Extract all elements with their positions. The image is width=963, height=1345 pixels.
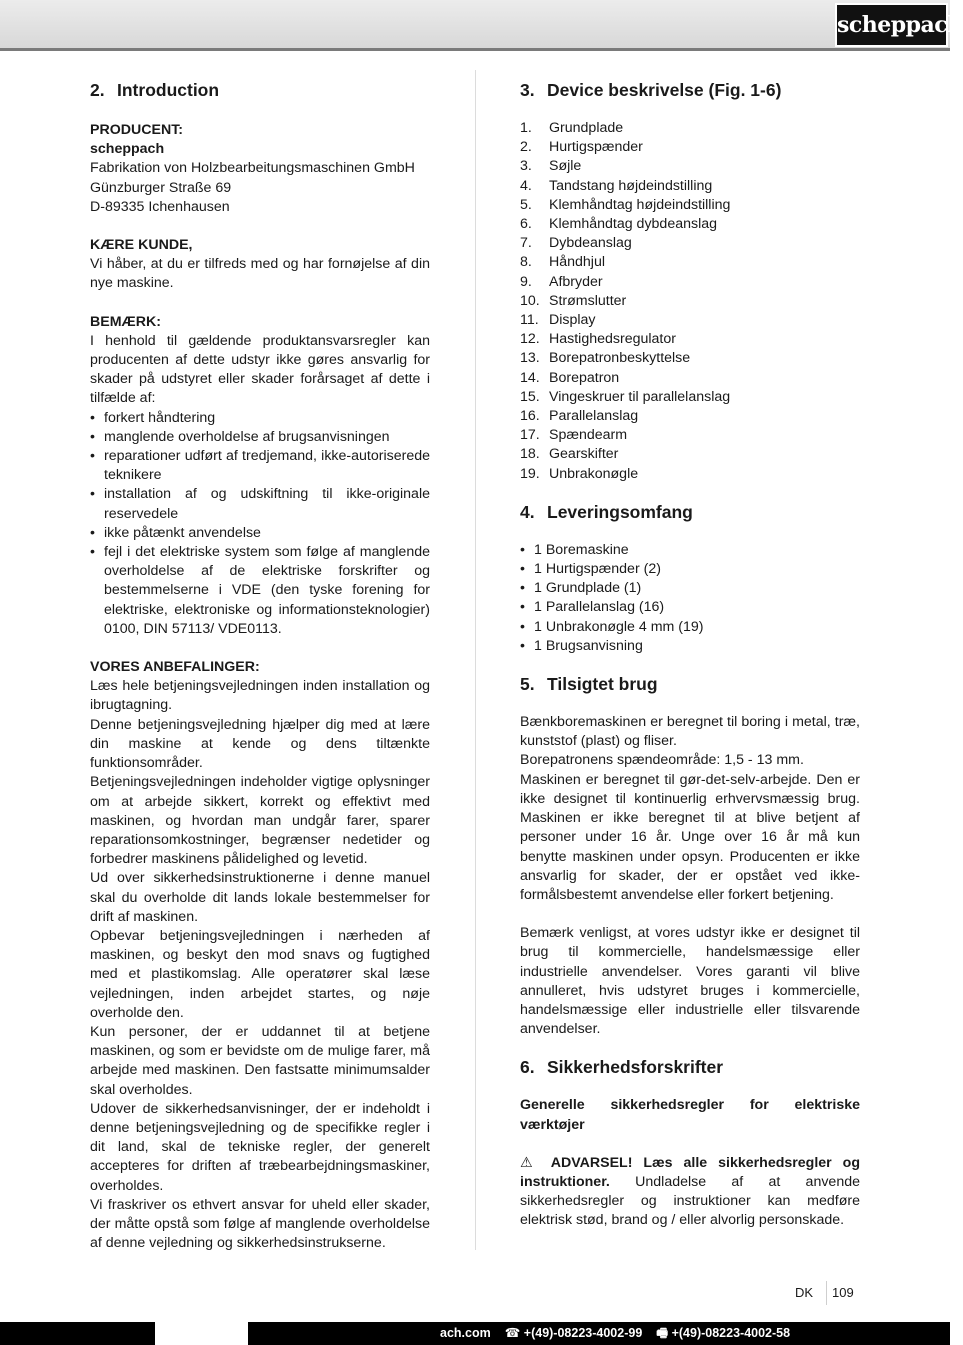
list-item: 11. Display — [520, 312, 596, 329]
list-item: 19. Unbrakonøgle — [520, 465, 639, 482]
list-item: 17. Spændearm — [520, 427, 628, 444]
section-heading-device — [520, 78, 860, 102]
contact-info — [440, 1325, 790, 1341]
section-number: 4. — [520, 501, 535, 522]
delivery-item: • 1 Brugsanvisning — [520, 637, 860, 656]
note-text: I henhold til gældende produktansvarsregler kan producenten af dette udstyr ikke gøres ansvarlig for skader på udstyret eller skader forårsaget af dette i tilfælde af: — [90, 332, 430, 407]
section-title: Introduction — [117, 80, 220, 100]
section-number: 5. — [520, 674, 535, 695]
list-item: 5. Klemhåndtag højdeindstilling — [520, 196, 731, 213]
section-number: 6. — [520, 1057, 535, 1078]
intended-use-paragraph: Maskinen er beregnet til gør-det-selv-arbejde. Den er ikke designet til kontinuerlig erhvervsmæssig brug. Maskinen er ikke beregnet til at blive betjent af personer under 16 år. Unge over 16 år må kun benytte maskinen under opsyn. Producenten er ikke ansvarlig for skader, der er opstået ved ikke-formålsbestemt anvendelse eller forkert betjening. — [520, 771, 860, 903]
section-heading-intended-use — [520, 672, 860, 696]
intended-use-paragraph: Bemærk venligst, at vores udstyr ikke er designet til brug til kommercielle, handelsmæssige eller industrielle anvendelser. Vores garanti vil blive annulleret, hvis udstyret bruges i kommercielle, handelsmæssige eller industrielle eller tilsvarende anvendelser. — [520, 925, 860, 1038]
warning-icon: ⚠ — [520, 1154, 540, 1171]
list-item: 8. Håndhjul — [520, 254, 606, 271]
recommendation-paragraph: Læs hele betjeningsvejledningen inden installation og ibrugtagning. — [90, 678, 430, 714]
recommendation-paragraph: Udover de sikkerhedsanvisninger, der er indeholdt i denne betjeningsvejledning og de specifikke regler i dit land, skal de tekniske regler, der generelt accepteres for driften af træbearbejdningsmaskiner, overholdes. — [90, 1100, 430, 1194]
list-item: 6. Klemhåndtag dybdeanslag — [520, 216, 718, 233]
website-text: ach.com — [440, 1326, 491, 1340]
list-item: 14. Borepatron — [520, 369, 620, 386]
recommendation-paragraph: Betjeningsvejledningen indeholder vigtige oplysninger om at arbejde sikkert, korrekt og effektivt med maskinen, og hvordan man undgår farer, sparer reparationsomkostninger, begrænser nedetider og forbedrer maskinens pålidelighed og levetid. — [90, 774, 430, 868]
scheppach-logo: scheppach — [835, 3, 948, 47]
safety-warning — [520, 1154, 860, 1231]
list-item: 12. Hastighedsregulator — [520, 331, 676, 348]
delivery-item: • 1 Unbrakonøgle 4 mm (19) — [520, 618, 860, 637]
producer-label: PRODUCENT: — [90, 122, 184, 138]
column-divider — [475, 70, 476, 1250]
recommendations-label: VORES ANBEFALINGER: — [90, 659, 260, 676]
fax-number: +(49)-08223-4002-58 — [671, 1326, 791, 1340]
list-item: 1. Grundplade — [520, 120, 624, 136]
intended-use-paragraph: Bænkboremaskinen er beregnet til boring i metal, træ, kunststof (plast) og fliser. — [520, 714, 860, 750]
section-title: Sikkerhedsforskrifter — [547, 1057, 724, 1078]
producer-line: Günzburger Straße 69 — [90, 179, 232, 196]
producer-line: Fabrikation von Holzbearbeitungsmaschinen GmbH — [90, 160, 415, 177]
list-item: 18. Gearskifter — [520, 446, 619, 463]
intended-use-paragraph: Borepatronens spændeområde: 1,5 - 13 mm. — [520, 752, 804, 769]
warning-bold-text: ADVARSEL! Læs alle sikkerhedsregler og instruktioner. — [520, 1154, 860, 1190]
note-bullet: • installation af og udskiftning til ikke-originale reservedele — [90, 485, 430, 523]
section-heading-delivery — [520, 500, 860, 524]
fax-icon: 🖷 — [656, 1326, 669, 1340]
device-parts-list — [520, 119, 860, 484]
dear-customer-label: KÆRE KUNDE, — [90, 237, 193, 254]
delivery-item: • 1 Parallelanslag (16) — [520, 598, 860, 617]
producer-name: scheppach — [90, 141, 165, 158]
producer-line: D-89335 Ichenhausen — [90, 198, 230, 215]
header-bar — [0, 0, 963, 51]
phone-icon: ☎ — [504, 1326, 521, 1340]
note-bullet: • forkert håndtering — [90, 409, 430, 428]
delivery-item: • 1 Grundplade (1) — [520, 579, 860, 598]
section-title: Device beskrivelse (Fig. 1-6) — [547, 80, 782, 100]
list-item: 3. Søjle — [520, 158, 582, 175]
delivery-item: • 1 Hurtigspænder (2) — [520, 560, 860, 579]
section-heading-introduction — [90, 78, 430, 102]
recommendation-paragraph: Kun personer, der er uddannet til at betjene maskinen, og som er bevidste om de mulige farer, må arbejde med maskinen. Den fastsatte minimumsalder skal overholdes. — [90, 1023, 430, 1098]
section-title: Leveringsomfang — [547, 501, 693, 522]
safety-subtitle: Generelle sikkerhedsregler for elektriske værktøjer — [520, 1097, 860, 1133]
language-code: DK — [795, 1285, 814, 1300]
right-column — [520, 78, 860, 1231]
list-item: 9. Afbryder — [520, 273, 603, 290]
note-bullet: • ikke påtænkt anvendelse — [90, 524, 430, 543]
delivery-item: • 1 Boremaskine — [520, 541, 860, 560]
recommendation-paragraph: Ud over sikkerhedsinstruktionerne i denne manuel skal du overholde dit lands lokale bestemmelser for drift af maskinen. — [90, 870, 430, 925]
note-bullet: • manglende overholdelse af brugsanvisningen — [90, 428, 430, 447]
warning-text: Undladelse af at anvende sikkerhedsregler og instruktioner kan medføre elektrisk stød, brand og / eller alvorlig personskade. — [520, 1173, 860, 1229]
list-item: 13. Borepatronbeskyttelse — [520, 350, 691, 367]
left-column — [90, 78, 430, 1253]
section-heading-safety — [520, 1055, 860, 1079]
section-number: 2. — [90, 80, 105, 100]
list-item: 15. Vingeskruer til parallelanslag — [520, 388, 731, 405]
phone-number: +(49)-08223-4002-99 — [523, 1326, 643, 1340]
footer-divider — [826, 1281, 827, 1305]
recommendation-paragraph: Vi fraskriver os ethvert ansvar for uheld eller skader, der måtte opstå som følge af manglende overholdelse af denne vejledning og sikkerhedsinstrukserne. — [90, 1196, 430, 1252]
section-title: Tilsigtet brug — [547, 674, 658, 695]
list-item: 4. Tandstang højdeindstilling — [520, 177, 713, 194]
list-item: 16. Parallelanslag — [520, 408, 639, 425]
recommendation-paragraph: Opbevar betjeningsvejledningen i nærheden af maskinen, og beskyt den mod snavs og fugtighed med et plastikomslag. Alle operatører skal læse vejledningen, inden arbejdet startes, og nøje overholde den. — [90, 927, 430, 1021]
page-number: 109 — [832, 1285, 854, 1300]
contact-bar-gap — [155, 1322, 248, 1345]
recommendation-paragraph: Denne betjeningsvejledning hjælper dig med at lære din maskine at kende og dens tiltænkte funktionsområder. — [90, 716, 430, 772]
note-bullet: • fejl i det elektriske system som følge af manglende overholdelse af de elektriske forskrifter og bestemmelserne i VDE (den tyske forening for elektriske, elektroniske og informationsteknologier) 0100, DIN 57113/ VDE0113. — [90, 543, 430, 639]
section-number: 3. — [520, 80, 535, 100]
list-item: 2. Hurtigspænder — [520, 139, 643, 156]
list-item: 10. Strømslutter — [520, 292, 627, 309]
note-label: BEMÆRK: — [90, 313, 161, 330]
contact-bar — [0, 1322, 950, 1345]
list-item: 7. Dybdeanslag — [520, 235, 632, 252]
dear-customer-text: Vi håber, at du er tilfreds med og har fornøjelse af din nye maskine. — [90, 256, 430, 292]
note-bullet: • reparationer udført af tredjemand, ikke-autoriserede teknikere — [90, 447, 430, 485]
